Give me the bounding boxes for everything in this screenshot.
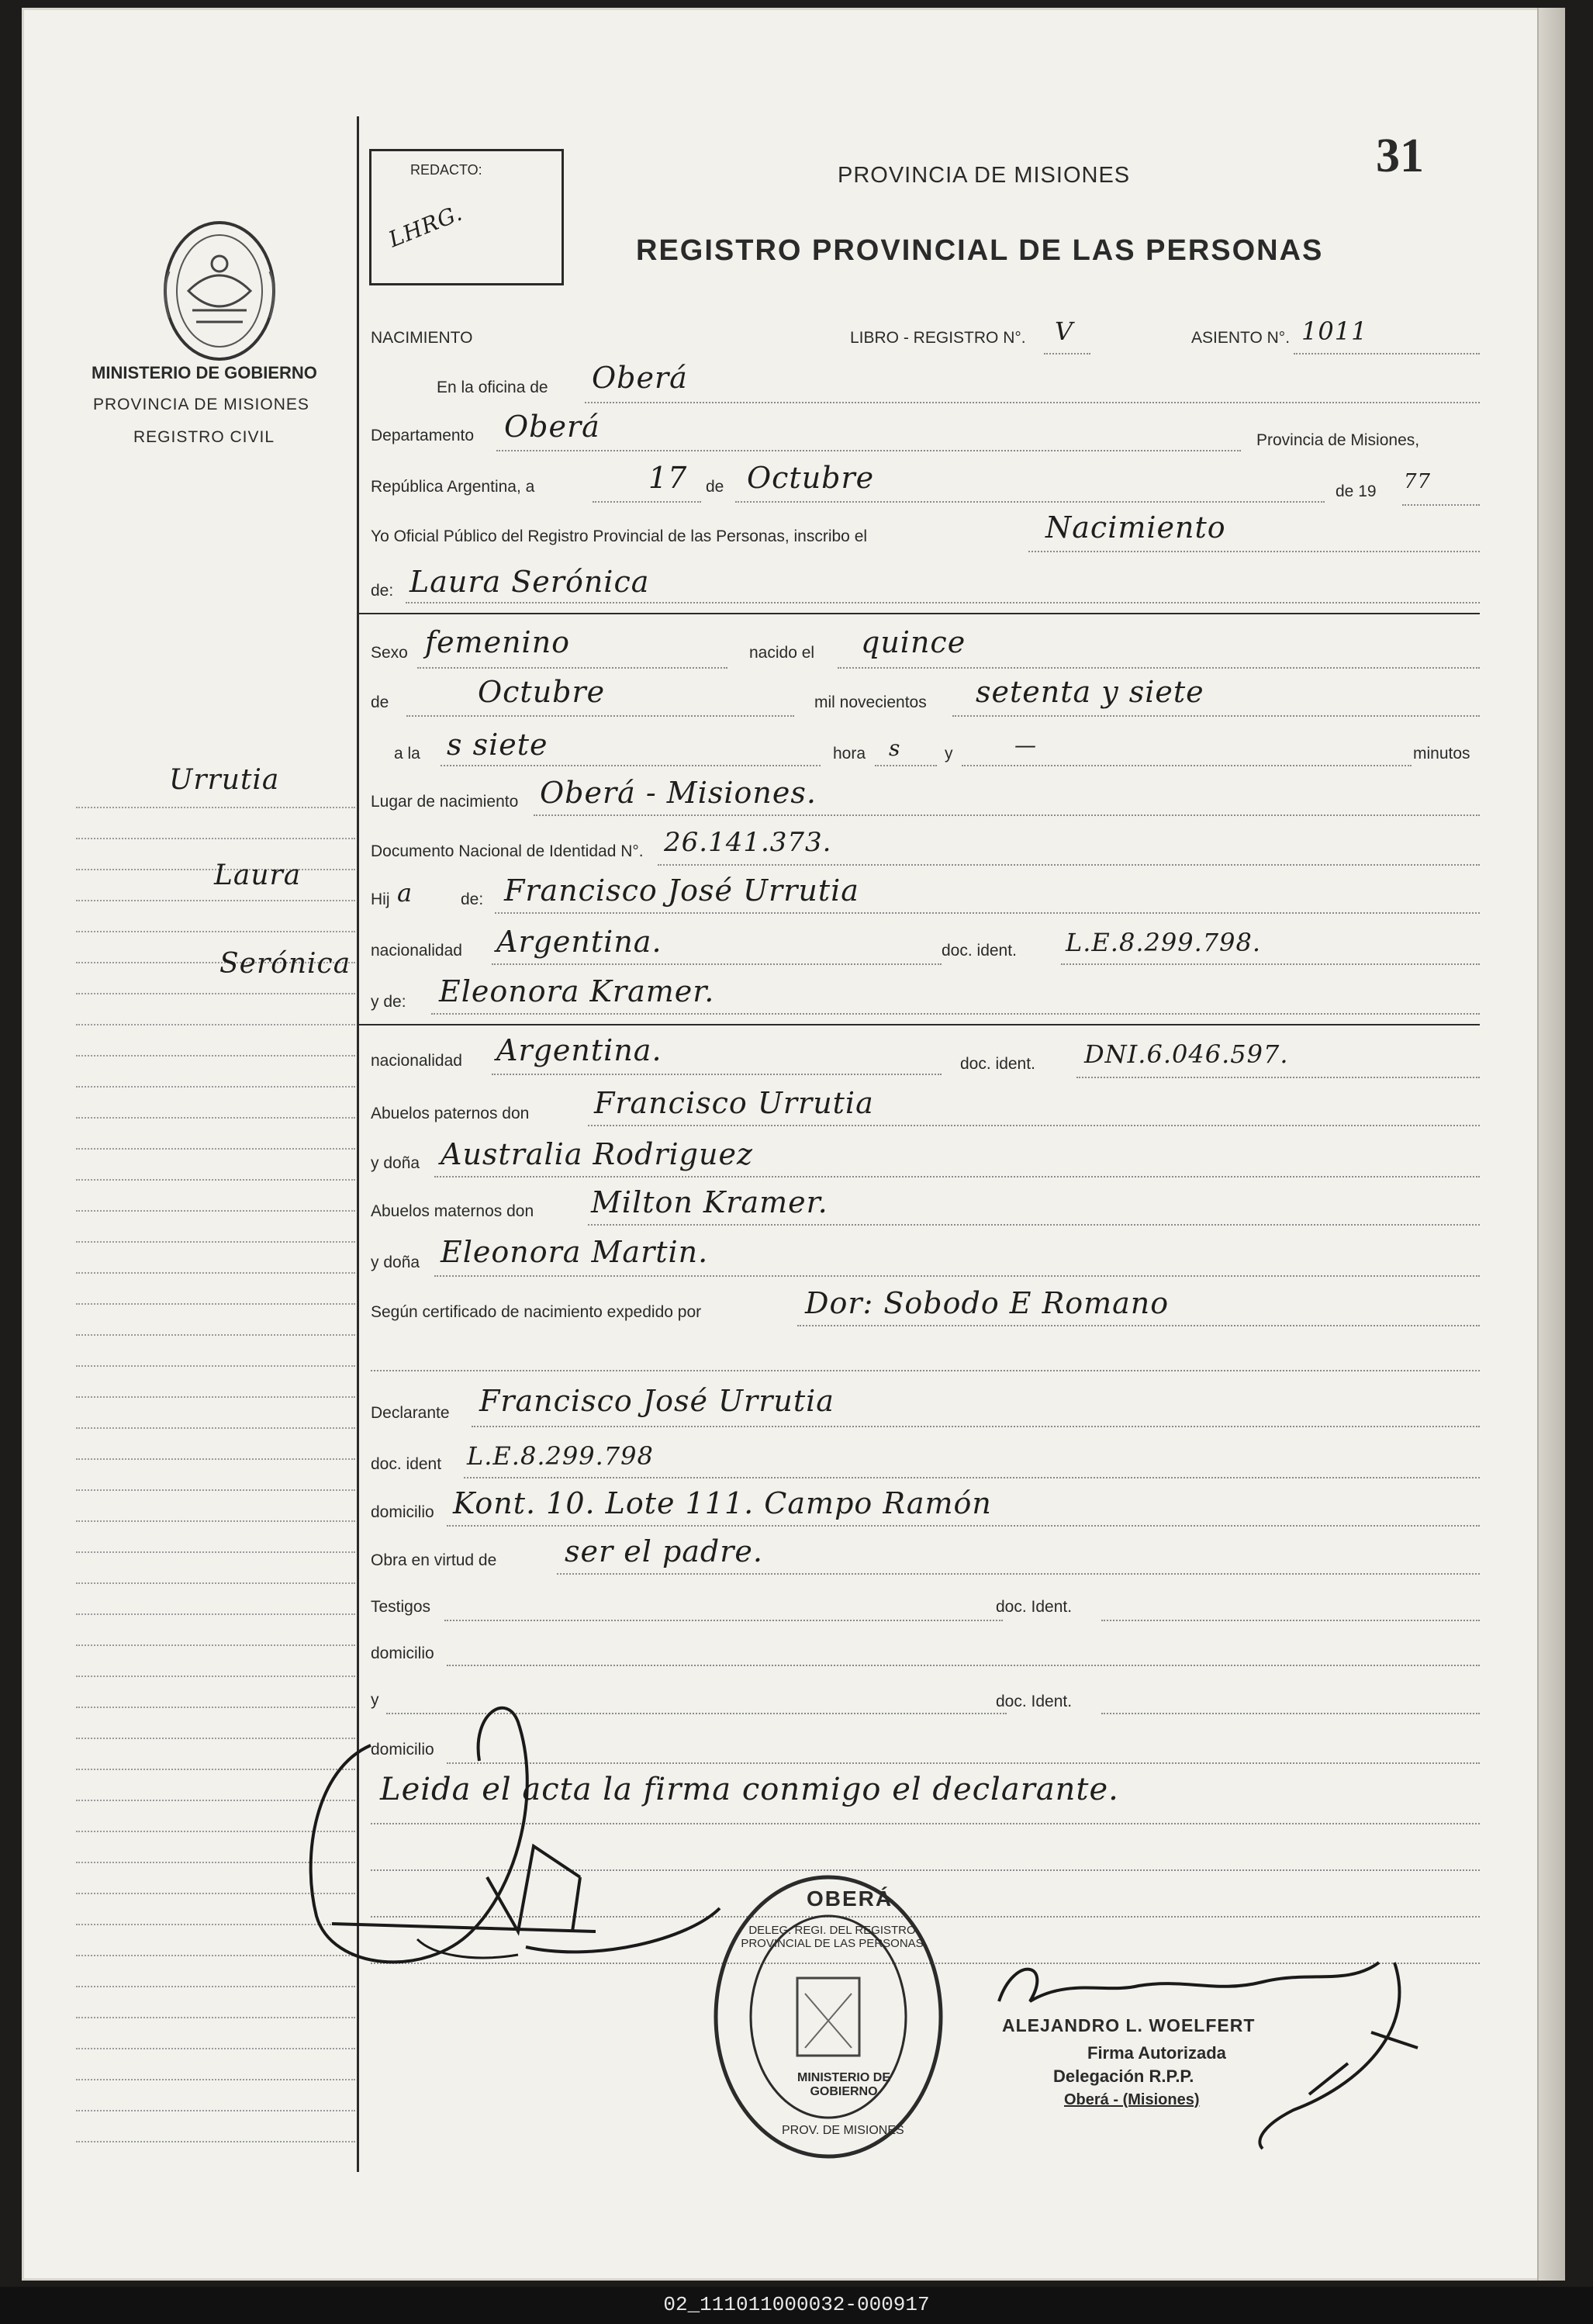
label-testigos: Testigos [371, 1598, 431, 1616]
value-anio: 77 [1404, 470, 1432, 493]
label-libro: LIBRO - REGISTRO N°. [850, 329, 1026, 347]
document-page [22, 8, 1565, 2281]
stamp-inner-text: MINISTERIO DE GOBIERNO [796, 2071, 890, 2098]
label-doc-padre: doc. ident. [942, 942, 1017, 960]
label-nacido: nacido el [749, 644, 815, 662]
label-provincia: Provincia de Misiones, [1256, 431, 1420, 449]
label-y-dona-materna: y doña [371, 1254, 420, 1271]
value-nacido-anio: setenta y siete [976, 675, 1204, 709]
value-documento: 26.141.373. [664, 827, 832, 858]
value-nacionalidad-padre: Argentina. [496, 925, 662, 959]
value-madre: Eleonora Kramer. [439, 974, 715, 1008]
value-minutos: — [1014, 732, 1037, 758]
value-asiento: 1011 [1301, 316, 1368, 346]
label-doc-madre: doc. ident. [960, 1055, 1035, 1073]
ministry-registry: REGISTRO CIVIL [133, 428, 275, 446]
margin-note-surname: Urrutia [169, 764, 280, 796]
label-asiento: ASIENTO N°. [1191, 329, 1291, 347]
label-de-mes2: de [371, 693, 389, 711]
value-nacionalidad-madre: Argentina. [496, 1033, 662, 1067]
value-abuelo-materno: Milton Kramer. [591, 1185, 828, 1219]
margin-note-name: Laura [214, 859, 302, 891]
header-province: PROVINCIA DE MISIONES [838, 163, 1131, 188]
ministry-name: MINISTERIO DE GOBIERNO [92, 363, 317, 382]
label-doc-testigo: doc. Ident. [996, 1598, 1073, 1616]
value-padre: Francisco José Urrutia [504, 873, 859, 908]
label-y-dona-paterna: y doña [371, 1154, 420, 1172]
label-oficial: Yo Oficial Público del Registro Provincial de las Personas, inscribo el [371, 527, 868, 545]
label-de-year: de 19 [1336, 482, 1377, 500]
label-hij: Hij [371, 891, 390, 908]
label-declarante: Declarante [371, 1404, 450, 1422]
value-sexo: femenino [425, 625, 571, 659]
label-domicilio-testigo: domicilio [371, 1644, 434, 1662]
label-abuelos-paternos: Abuelos paternos don [371, 1105, 530, 1122]
officer-line2: Delegación R.P.P. [1053, 2066, 1194, 2086]
label-nacionalidad-madre: nacionalidad [371, 1052, 462, 1070]
value-domicilio: Kont. 10. Lote 111. Campo Ramón [453, 1486, 992, 1520]
declarant-signature [285, 1699, 766, 2009]
scan-footer [0, 2287, 1593, 2324]
value-lugar: Oberá - Misiones. [540, 776, 817, 810]
stamp-bottom-text: PROV. DE MISIONES [782, 2124, 904, 2137]
value-doc-padre: L.E.8.299.798. [1066, 928, 1261, 957]
value-doc-madre: DNI.6.046.597. [1084, 1039, 1289, 1069]
stamp-city: OBERÁ [807, 1887, 893, 1911]
label-minutos: minutos [1413, 745, 1470, 763]
value-leida: Leida el acta la firma conmigo el declarante. [380, 1772, 1119, 1807]
label-obra: Obra en virtud de [371, 1551, 497, 1569]
ministry-province: PROVINCIA DE MISIONES [93, 396, 309, 413]
label-republica: República Argentina, a [371, 478, 535, 496]
label-nacionalidad-padre: nacionalidad [371, 942, 462, 960]
label-segun: Según certificado de nacimiento expedido por [371, 1303, 702, 1321]
label-a-la: a la [394, 745, 420, 763]
official-stamp [708, 1869, 949, 2164]
label-hora: hora [833, 745, 866, 763]
value-mes: Octubre [747, 461, 875, 495]
label-domicilio: domicilio [371, 1503, 434, 1521]
value-hora: s [889, 735, 901, 761]
stamp-outer-text: DELEG. REGI. DEL REGISTRO PROVINCIAL DE LAS PERSONAS [741, 1924, 924, 1950]
label-mil: mil novecientos [814, 693, 927, 711]
header-title: REGISTRO PROVINCIAL DE LAS PERSONAS [636, 234, 1324, 267]
scan-id: 02_111011000032-000917 [663, 2293, 930, 2316]
redacto-label: REDACTO: [410, 162, 482, 178]
value-certificado: Dor: Sobodo E Romano [805, 1286, 1170, 1320]
value-abuela-materna: Eleonora Martin. [441, 1235, 709, 1269]
value-doc-declarante: L.E.8.299.798 [467, 1441, 654, 1471]
label-sexo: Sexo [371, 644, 408, 662]
label-oficina: En la oficina de [437, 379, 548, 396]
label-y: y [945, 745, 953, 763]
province-emblem-icon [146, 217, 293, 365]
value-a-la: s siete [447, 728, 548, 762]
value-hij-suffix: a [397, 878, 413, 908]
value-obra: ser el padre. [565, 1534, 763, 1568]
label-de-mes: de [706, 478, 724, 496]
value-abuela-paterna: Australia Rodriguez [441, 1137, 753, 1171]
margin-note-second-name: Serónica [219, 948, 351, 980]
value-acto: Nacimiento [1045, 510, 1226, 545]
page-number: 31 [1376, 130, 1424, 182]
label-y-testigo: y [371, 1691, 379, 1709]
officer-name: ALEJANDRO L. WOELFERT [1002, 2015, 1256, 2035]
value-nacido-dia: quince [861, 625, 966, 659]
label-departamento: Departamento [371, 427, 475, 444]
value-declarante: Francisco José Urrutia [479, 1384, 835, 1418]
label-lugar: Lugar de nacimiento [371, 793, 519, 811]
redacto-initials: LHRG. [385, 199, 466, 253]
label-de-padre: de: [461, 891, 484, 908]
label-doc-declarante: doc. ident [371, 1455, 442, 1473]
value-nombre: Laura Serónica [409, 565, 650, 599]
label-y-de-madre: y de: [371, 993, 406, 1011]
label-abuelos-maternos: Abuelos maternos don [371, 1202, 534, 1220]
value-oficina: Oberá [592, 361, 688, 395]
label-de-nombre: de: [371, 582, 394, 600]
value-libro: V [1055, 316, 1074, 346]
value-dia: 17 [648, 461, 688, 495]
page-binding [1537, 8, 1565, 2281]
label-doc-testigo2: doc. Ident. [996, 1693, 1073, 1710]
redacto-box [369, 149, 564, 285]
value-abuelo-paterno: Francisco Urrutia [594, 1086, 874, 1120]
label-documento: Documento Nacional de Identidad N°. [371, 842, 644, 860]
officer-line1: Firma Autorizada [1087, 2043, 1226, 2063]
label-domicilio-testigo2: domicilio [371, 1741, 434, 1759]
value-nacido-mes: Octubre [478, 675, 606, 709]
label-nacimiento: NACIMIENTO [371, 329, 473, 347]
value-departamento: Oberá [504, 410, 600, 444]
officer-line3: Oberá - (Misiones) [1064, 2091, 1200, 2108]
